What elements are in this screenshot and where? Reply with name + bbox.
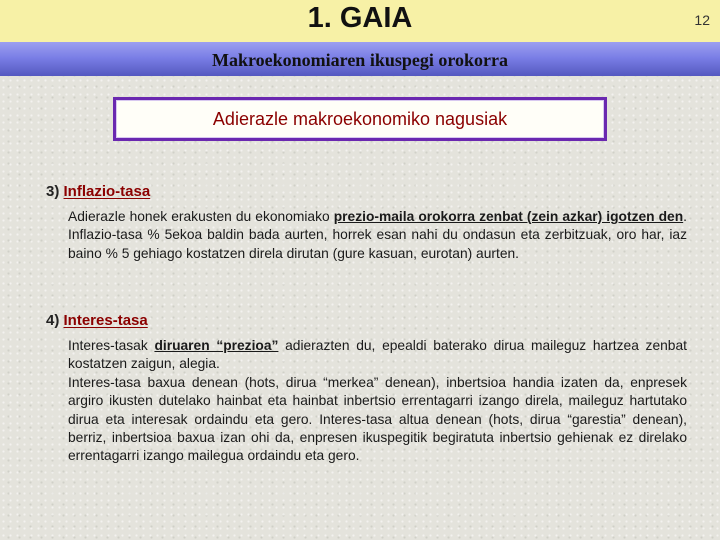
inflation-text-1: Adierazle honek erakusten du ekonomiako bbox=[68, 209, 334, 224]
interest-paragraph-2: Interes-tasa baxua denean (hots, dirua “merkea” denean), inbertsioa handia izaten da, enpresek argiro ikusten dutelako hainbat eta hainbat inbertsio errentagarri izango direla, maileguz hartutako dirua eta interesak ordaindu eta gero. Interes-tasa altua denean (hots, dirua “garestia” denean), berriz, inbertsioa baxua izan ohi da, enpresen ikuspegitik begiratuta inbertsio gehienak ez direlako errentagarri izango mailegua ordaindu eta gero. bbox=[68, 375, 687, 464]
inflation-section-number: 3) bbox=[46, 183, 60, 200]
interest-text-1: Interes-tasak bbox=[68, 338, 155, 353]
section-heading: Adierazle makroekonomiko nagusiak bbox=[212, 108, 508, 129]
interest-text-2: adierazten du, epealdi baterako dirua maileguz hartzea zenbat kostatzen zaigun, alegia. bbox=[68, 338, 687, 372]
section-heading-box bbox=[113, 97, 607, 141]
slide-title: 1. GAIA bbox=[307, 2, 413, 34]
page-number: 12 bbox=[694, 12, 710, 28]
inflation-section-name: Inflazio-tasa bbox=[63, 183, 151, 200]
interest-paragraph bbox=[68, 337, 687, 374]
interest-section-number: 4) bbox=[46, 312, 60, 329]
inflation-text-2: . Inflazio-tasa % 5ekoa baldin bada aurten, horrek esan nahi du ondasun eta zerbitzuak, oro har, iaz baino % 5 gehiago kostatzen direla dirutan (gure kasuan, eurotan) aurten. bbox=[68, 209, 688, 261]
inflation-highlight: prezio-maila orokorra zenbat (zein azkar) igotzen den bbox=[333, 209, 684, 224]
inflation-section-title bbox=[46, 183, 150, 200]
inflation-paragraph bbox=[68, 208, 687, 263]
interest-section-name: Interes-tasa bbox=[63, 312, 148, 329]
interest-section-title bbox=[46, 312, 148, 329]
interest-highlight: diruaren “prezioa” bbox=[154, 338, 279, 353]
slide-subtitle: Makroekonomiaren ikuspegi orokorra bbox=[211, 50, 508, 70]
